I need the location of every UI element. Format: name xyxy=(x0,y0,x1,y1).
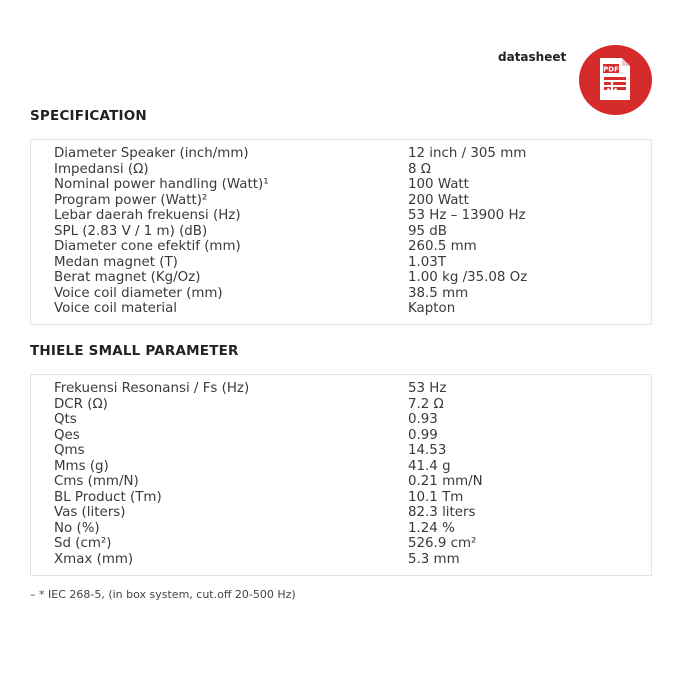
datasheet-label: datasheet xyxy=(498,50,567,64)
spec-row xyxy=(54,428,483,444)
spec-value: 100 Watt xyxy=(408,177,469,192)
spec-label: Qts xyxy=(54,412,77,427)
spec-label: Sd (cm²) xyxy=(54,536,112,551)
spec-value: 1.03T xyxy=(408,254,446,270)
spec-row xyxy=(54,505,483,521)
spec-value: 1.00 kg /35.08 Oz xyxy=(408,270,528,285)
footnote: – * IEC 268-5, (in box system, cut.off 20-500 Hz) xyxy=(30,588,296,601)
spec-value: 5.3 mm xyxy=(408,551,460,567)
spec-row xyxy=(54,459,483,475)
spec-row xyxy=(54,474,483,490)
spec-value: 7.2 Ω xyxy=(408,396,444,412)
specification-table xyxy=(54,146,527,317)
spec-value: 0.93 xyxy=(408,412,438,427)
spec-value: 38.5 mm xyxy=(408,285,469,301)
spec-value: 12 inch / 305 mm xyxy=(408,146,527,161)
spec-value: 10.1 Tm xyxy=(408,489,464,505)
spec-label: No (%) xyxy=(54,520,100,536)
spec-label: Diameter cone efektif (mm) xyxy=(54,239,241,254)
spec-value: 41.4 g xyxy=(408,458,451,474)
spec-label: Berat magnet (Kg/Oz) xyxy=(54,270,201,285)
spec-row xyxy=(54,443,483,459)
spec-label: Qes xyxy=(54,427,80,443)
spec-label: Impedansi (Ω) xyxy=(54,161,149,177)
spec-row xyxy=(54,270,527,286)
spec-label: Program power (Watt)² xyxy=(54,192,208,208)
pdf-download-button[interactable] xyxy=(579,45,652,115)
spec-value: 260.5 mm xyxy=(408,239,477,254)
spec-label: Xmax (mm) xyxy=(54,551,134,567)
spec-row xyxy=(54,536,483,552)
spec-row xyxy=(54,255,527,271)
pdf-download-icon xyxy=(598,56,632,102)
spec-value: Kapton xyxy=(408,301,456,316)
spec-value: 53 Hz xyxy=(408,381,447,396)
spec-value: 0.21 mm/N xyxy=(408,474,483,489)
spec-value: 200 Watt xyxy=(408,192,469,208)
spec-row xyxy=(54,224,527,240)
spec-value: 53 Hz – 13900 Hz xyxy=(408,208,526,223)
spec-row xyxy=(54,552,483,568)
spec-value: 95 dB xyxy=(408,223,447,239)
spec-label: Mms (g) xyxy=(54,458,109,474)
spec-label: Lebar daerah frekuensi (Hz) xyxy=(54,208,241,223)
spec-value: 82.3 liters xyxy=(408,505,476,520)
spec-label: SPL (2.83 V / 1 m) (dB) xyxy=(54,223,208,239)
pdf-icon-label: PDF xyxy=(603,65,619,74)
spec-label: BL Product (Tm) xyxy=(54,489,162,505)
spec-row xyxy=(54,301,527,317)
spec-row xyxy=(54,146,527,162)
spec-label: Nominal power handling (Watt)¹ xyxy=(54,177,269,192)
spec-row xyxy=(54,208,527,224)
spec-row xyxy=(54,521,483,537)
specification-title: SPECIFICATION xyxy=(30,108,147,124)
spec-row xyxy=(54,286,527,302)
spec-row xyxy=(54,239,527,255)
spec-label: DCR (Ω) xyxy=(54,396,108,412)
spec-value: 526.9 cm² xyxy=(408,536,477,551)
spec-row xyxy=(54,177,527,193)
spec-label: Vas (liters) xyxy=(54,505,126,520)
spec-label: Medan magnet (T) xyxy=(54,254,178,270)
specification-box xyxy=(30,139,652,325)
spec-value: 14.53 xyxy=(408,443,447,458)
spec-row xyxy=(54,381,483,397)
spec-label: Qms xyxy=(54,443,85,458)
spec-row xyxy=(54,162,527,178)
spec-row xyxy=(54,412,483,428)
spec-row xyxy=(54,193,527,209)
spec-label: Diameter Speaker (inch/mm) xyxy=(54,146,249,161)
thiele-small-title: THIELE SMALL PARAMETER xyxy=(30,343,239,359)
spec-label: Voice coil material xyxy=(54,301,178,316)
spec-row xyxy=(54,397,483,413)
spec-value: 0.99 xyxy=(408,427,438,443)
spec-row xyxy=(54,490,483,506)
spec-value: 1.24 % xyxy=(408,520,455,536)
thiele-small-box xyxy=(30,374,652,576)
spec-label: Voice coil diameter (mm) xyxy=(54,285,223,301)
spec-label: Cms (mm/N) xyxy=(54,474,139,489)
thiele-small-table xyxy=(54,381,483,567)
spec-label: Frekuensi Resonansi / Fs (Hz) xyxy=(54,381,250,396)
spec-value: 8 Ω xyxy=(408,161,432,177)
